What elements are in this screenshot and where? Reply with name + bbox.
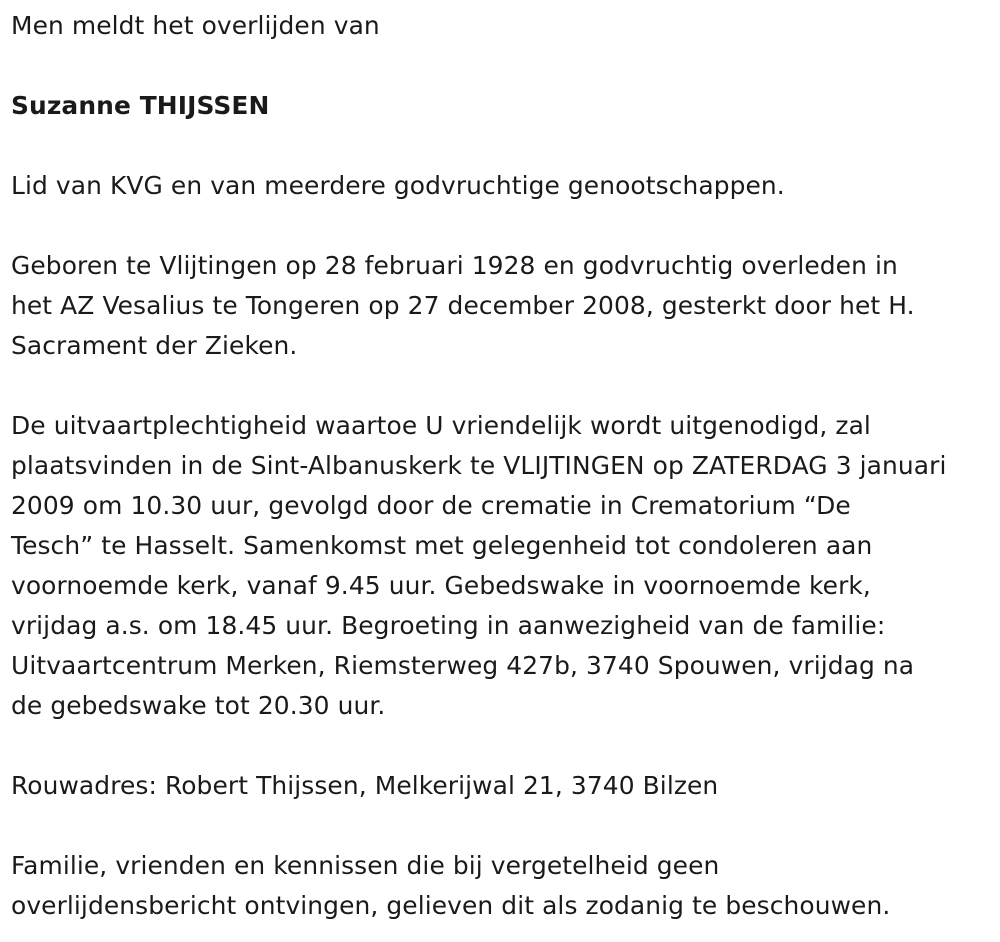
deceased-name: Suzanne THIJSSEN: [11, 91, 270, 120]
membership-text: Lid van KVG en van meerdere godvruchtige genootschappen.: [11, 171, 785, 200]
paragraph-line: overlijdensbericht ontvingen, gelieven dit als zodanig te beschouwen.: [11, 891, 891, 920]
mourning-address: Rouwadres: Robert Thijssen, Melkerijwal 21, 3740 Bilzen: [11, 771, 719, 800]
intro-text: Men meldt het overlijden van: [11, 11, 380, 40]
closing-paragraph: [11, 846, 1000, 926]
paragraph-line: het AZ Vesalius te Tongeren op 27 december 2008, gesterkt door het H.: [11, 291, 915, 320]
paragraph-line: de gebedswake tot 20.30 uur.: [11, 691, 386, 720]
paragraph-line: De uitvaartplechtigheid waartoe U vriendelijk wordt uitgenodigd, zal: [11, 411, 871, 440]
paragraph-line: Uitvaartcentrum Merken, Riemsterweg 427b, 3740 Spouwen, vrijdag na: [11, 651, 915, 680]
paragraph-line: voornoemde kerk, vanaf 9.45 uur. Gebedswake in voornoemde kerk,: [11, 571, 871, 600]
paragraph-line: Tesch” te Hasselt. Samenkomst met gelegenheid tot condoleren aan: [11, 531, 873, 560]
paragraph-line: plaatsvinden in de Sint-Albanuskerk te VLIJTINGEN op ZATERDAG 3 januari: [11, 451, 947, 480]
paragraph-line: vrijdag a.s. om 18.45 uur. Begroeting in aanwezigheid van de familie:: [11, 611, 886, 640]
paragraph-line: 2009 om 10.30 uur, gevolgd door de crematie in Crematorium “De: [11, 491, 851, 520]
paragraph-line: Sacrament der Zieken.: [11, 331, 298, 360]
paragraph-line: Geboren te Vlijtingen op 28 februari 1928 en godvruchtig overleden in: [11, 251, 898, 280]
ceremony-paragraph: [11, 406, 1000, 726]
birth-death-paragraph: [11, 246, 1000, 366]
paragraph-line: Familie, vrienden en kennissen die bij vergetelheid geen: [11, 851, 720, 880]
